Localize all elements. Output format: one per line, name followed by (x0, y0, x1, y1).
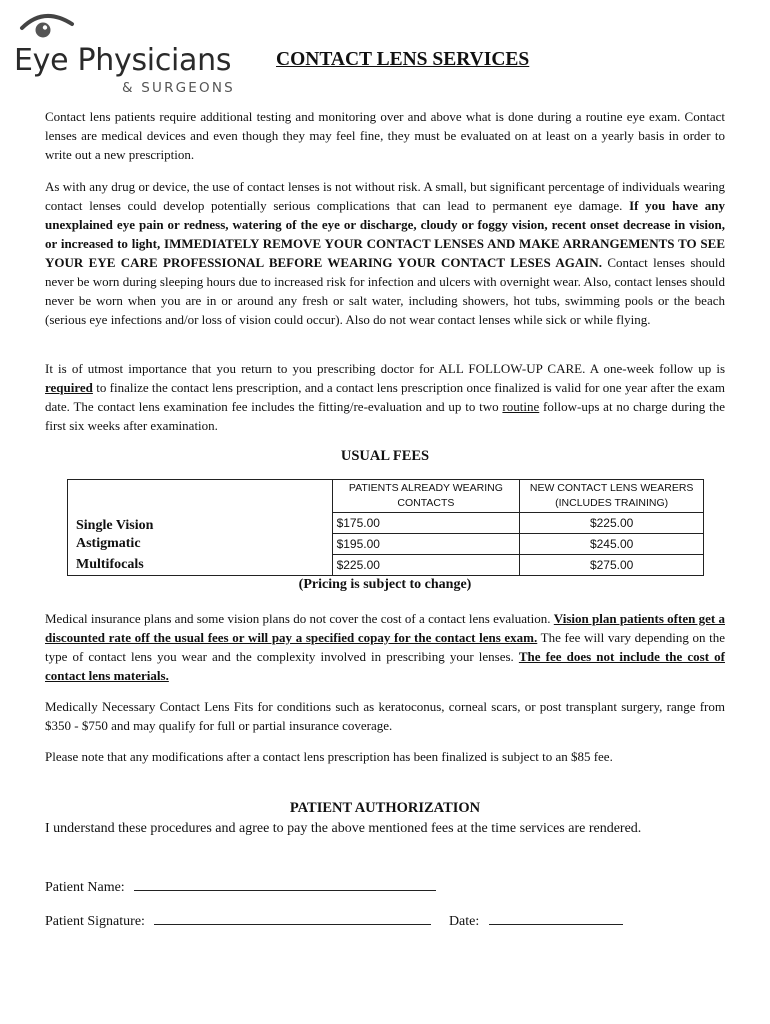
table-row (68, 555, 704, 576)
logo-name: Eye Physicians (14, 43, 232, 78)
patient-signature-line[interactable] (154, 910, 431, 925)
modification-paragraph: Please note that any modifications after a contact lens prescription has been finalized is subject to an $85 fee. (45, 749, 613, 764)
authorization-heading: PATIENT AUTHORIZATION (289, 800, 481, 816)
followup-part-2: to finalize the contact lens prescription, and a contact lens prescription once finalized is valid for one year after the exam date. The contact lens examination fee includes the fitting/re-evaluation and up to two (45, 380, 725, 414)
fee-label: Single Vision (68, 513, 333, 534)
date-label: Date: (448, 914, 480, 929)
fee-new: $225.00 (520, 513, 704, 534)
patient-name-label: Patient Name: (45, 880, 125, 895)
medical-paragraph: Medically Necessary Contact Lens Fits for conditions such as keratoconus, corneal scars, or post transplant surgery, range from $350 - $750 and may qualify for full or partial insurance coverage. (45, 699, 725, 733)
fee-new: $275.00 (520, 555, 704, 576)
fees-header-row (68, 480, 704, 513)
insurance-bold-1: Vision plan patients often get a discounted rate off the usual fees or will pay a specified copay for the contact lens exam. (45, 611, 725, 645)
followup-paragraph (45, 359, 725, 435)
fees-table (67, 479, 704, 576)
fee-label: Multifocals (68, 555, 333, 576)
insurance-part-1: Medical insurance plans and some vision plans do not cover the cost of a contact lens evaluation. (45, 611, 554, 626)
insurance-part-2: The fee will vary depending on the type of contact lens you wear and the complexity involved in prescribing your lenses. (45, 630, 726, 664)
insurance-paragraph (45, 609, 725, 685)
fee-existing: $175.00 (332, 513, 520, 534)
fees-heading: USUAL FEES (340, 448, 430, 464)
followup-required: required (45, 380, 93, 395)
fee-new: $245.00 (520, 534, 704, 555)
insurance-bold-2: The fee does not include the cost of contact lens materials. (45, 649, 725, 683)
fee-label: Astigmatic (68, 534, 333, 555)
fee-existing: $195.00 (332, 534, 520, 555)
eye-logo-icon (14, 8, 84, 44)
risk-warning: If you have any unexplained eye pain or redness, watering of the eye or discharge, cloudy or foggy vision, recent onset decrease in vision, or increased to light, IMMEDIATELY REMOVE YOUR CONTACT LENSES AND MAKE ARRANGEMENTS TO SEE YOUR EYE CARE PROFESSIONAL BEFORE WEARING YOUR CONTACT LESES AGAIN. (45, 198, 725, 270)
followup-part-1: It is of utmost importance that you return to you prescribing doctor for ALL FOLLOW-UP CARE. A one-week follow up is (45, 361, 725, 376)
followup-part-3: follow-ups at no charge during the first six weeks after examination. (45, 399, 725, 433)
risk-paragraph (45, 177, 725, 329)
fees-header-existing: PATIENTS ALREADY WEARING CONTACTS (332, 480, 520, 513)
intro-paragraph: Contact lens patients require additional testing and monitoring over and above what is done during a routine eye exam. Contact lenses are medical devices and even though they may feel fine, they must be evaluated on at least on a yearly basis in order to write out a new prescription. (45, 109, 725, 162)
risk-lead: As with any drug or device, the use of contact lenses is not without risk. A small, but significant percentage of individuals wearing contact lenses could develop potentially serious complications that can lead to permanent eye damage. (45, 179, 725, 213)
authorization-text: I understand these procedures and agree to pay the above mentioned fees at the time services are rendered. (45, 821, 642, 836)
table-row (68, 513, 704, 534)
patient-signature-field (45, 910, 623, 930)
table-row (68, 534, 704, 555)
date-line[interactable] (489, 910, 623, 925)
fees-header-blank (68, 480, 333, 513)
followup-routine: routine (502, 399, 540, 414)
logo-subtitle: & SURGEONS (122, 80, 235, 96)
fee-existing: $225.00 (332, 555, 520, 576)
risk-tail: Contact lenses should never be worn during sleeping hours due to increased risk for infection and ulcers with overnight wear. Also, contact lenses should never be worn when you are in or around any fresh or salt water, including showers, hot tubs, swimming pools or the beach (serious eye infections and/or loss of vision could occur). Also do not wear contact lenses while sick or while flying. (45, 255, 725, 327)
fees-header-new: NEW CONTACT LENS WEARERS (INCLUDES TRAINING) (520, 480, 704, 513)
patient-signature-label: Patient Signature: (45, 914, 145, 929)
page-title: CONTACT LENS SERVICES (276, 49, 530, 70)
pricing-note: (Pricing is subject to change) (298, 577, 472, 592)
patient-name-line[interactable] (134, 876, 436, 891)
patient-name-field (45, 876, 436, 896)
